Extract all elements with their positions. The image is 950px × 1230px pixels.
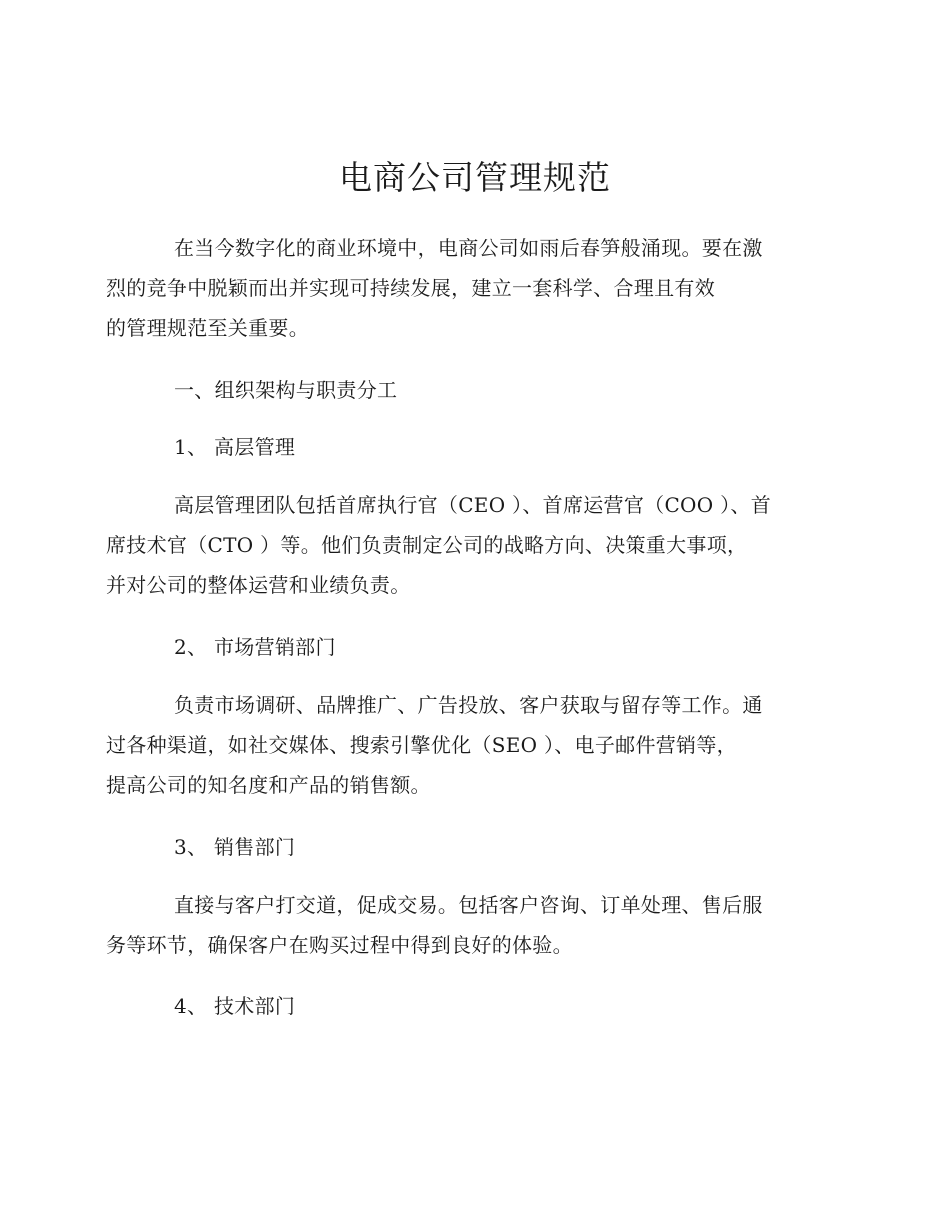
intro-line-1: 在当今数字化的商业环境中，电商公司如雨后春笋般涌现。要在激 bbox=[174, 236, 763, 260]
senior-management-line-3: 并对公司的整体运营和业绩负责。 bbox=[106, 573, 411, 597]
senior-management-paragraph bbox=[106, 485, 840, 605]
subsection-heading-senior-management: 1、 高层管理 bbox=[174, 435, 296, 459]
senior-management-line-2: 席技术官（CTO ）等。他们负责制定公司的战略方向、决策重大事项， bbox=[106, 533, 748, 557]
marketing-line-2: 过各种渠道，如社交媒体、搜索引擎优化（SEO ）、电子邮件营销等， bbox=[106, 733, 737, 757]
intro-line-2: 烈的竞争中脱颖而出并实现可持续发展，建立一套科学、合理且有效 bbox=[106, 276, 715, 300]
marketing-line-3: 提高公司的知名度和产品的销售额。 bbox=[106, 773, 431, 797]
subsection-heading-marketing: 2、 市场营销部门 bbox=[174, 635, 336, 659]
section-heading-organization: 一、组织架构与职责分工 bbox=[174, 378, 398, 402]
document-title: 电商公司管理规范 bbox=[339, 158, 611, 197]
sales-line-1: 直接与客户打交道，促成交易。包括客户咨询、订单处理、售后服 bbox=[174, 893, 763, 917]
sales-paragraph bbox=[106, 885, 840, 965]
intro-paragraph bbox=[106, 228, 840, 348]
senior-management-line-1: 高层管理团队包括首席执行官（CEO ）、首席运营官（COO ）、首 bbox=[174, 493, 772, 517]
sales-line-2: 务等环节，确保客户在购买过程中得到良好的体验。 bbox=[106, 933, 573, 957]
marketing-line-1: 负责市场调研、品牌推广、广告投放、客户获取与留存等工作。通 bbox=[174, 693, 763, 717]
intro-line-3: 的管理规范至关重要。 bbox=[106, 316, 309, 340]
subsection-heading-sales: 3、 销售部门 bbox=[174, 835, 296, 859]
subsection-heading-technology: 4、 技术部门 bbox=[174, 994, 296, 1018]
marketing-paragraph bbox=[106, 685, 840, 805]
